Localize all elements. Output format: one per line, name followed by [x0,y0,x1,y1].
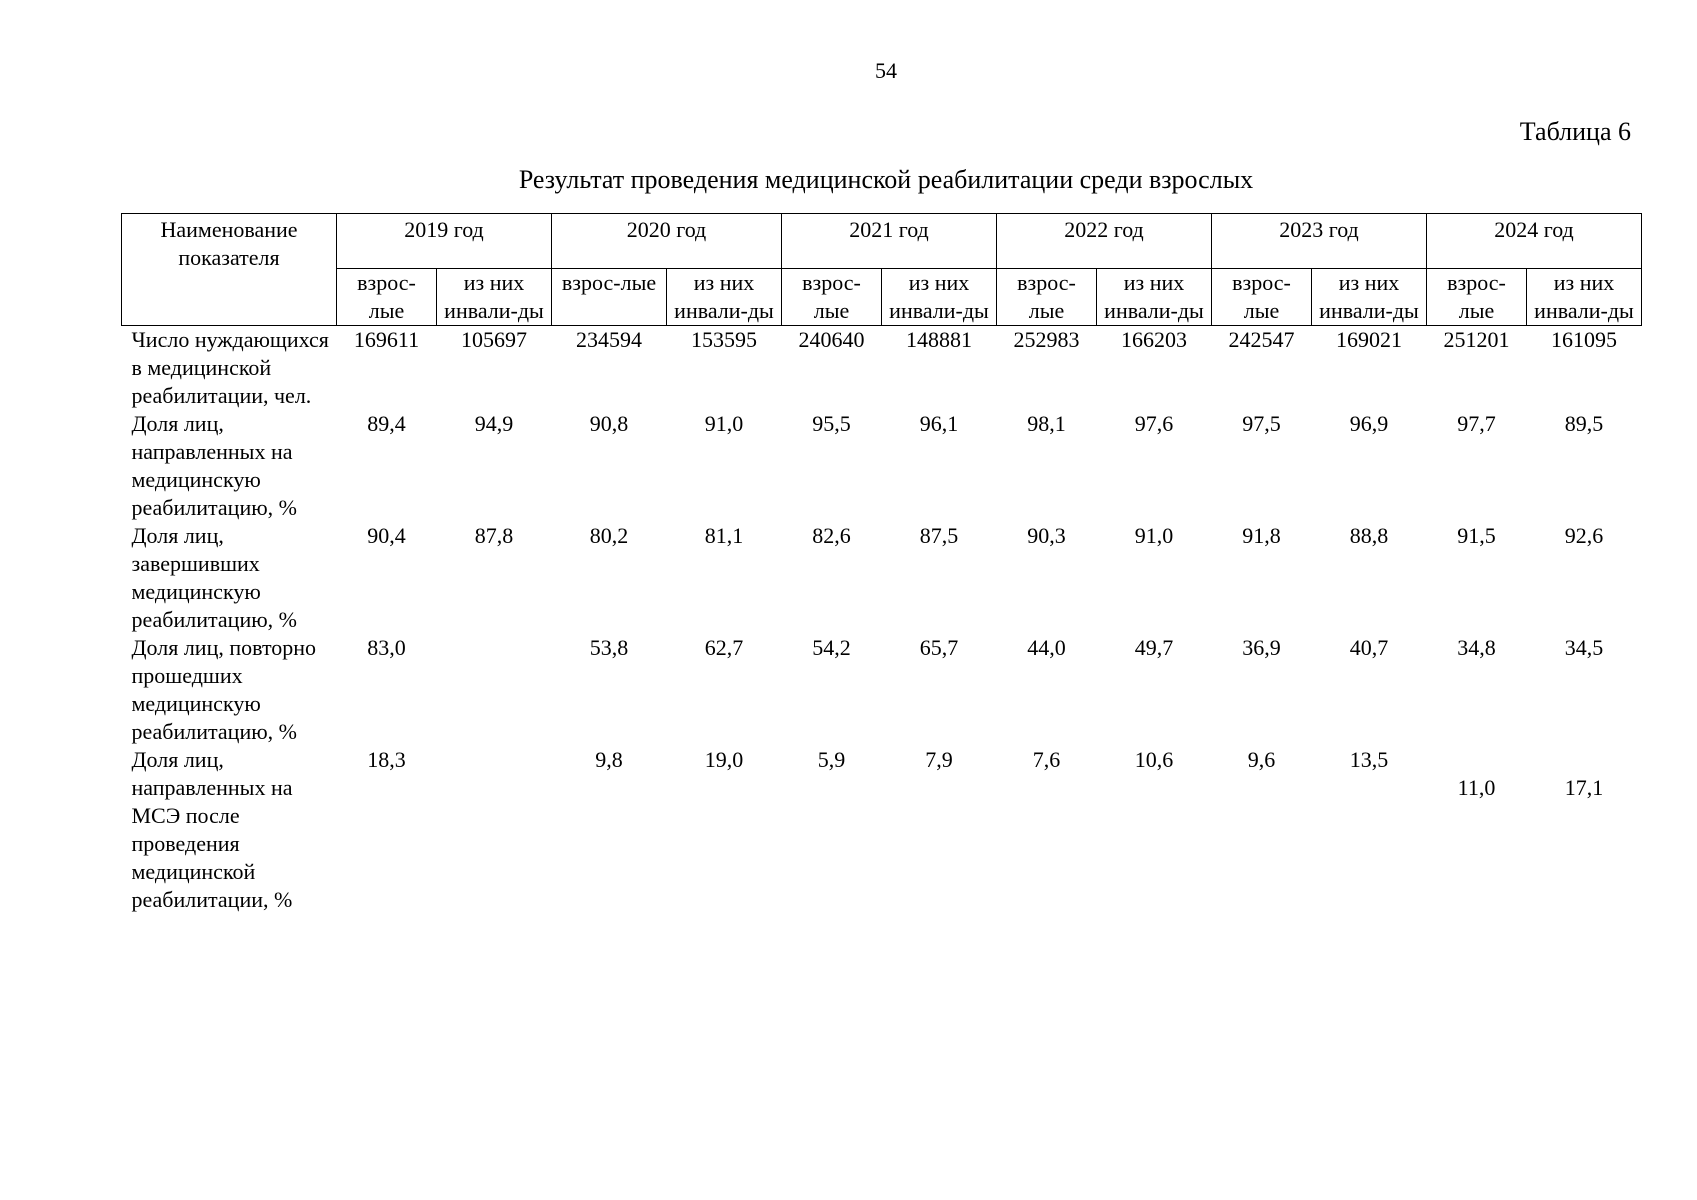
row-label: Доля лиц, направленных на МСЭ после проведения медицинской реабилитации, % [131,747,293,912]
table-cell: 62,7 [704,635,744,660]
row-label: Доля лиц, повторно прошедших медицинскую реабилитацию, % [131,635,317,744]
table-cell: 89,5 [1564,411,1604,436]
table-cell: 13,5 [1349,747,1389,772]
table-row [122,326,1642,411]
subheader-disabled: из них инвали-ды [1312,269,1427,326]
table-cell: 91,0 [1134,523,1174,548]
table-cell: 65,7 [919,635,959,660]
table-cell: 92,6 [1564,523,1604,548]
table-cell: 98,1 [1027,411,1066,436]
table-cell: 96,9 [1349,411,1389,436]
year-header: 2021 год [782,214,997,269]
table-cell [437,746,552,914]
row-label: Доля лиц, направленных на медицинскую реабилитацию, % [131,411,297,520]
year-header: 2024 год [1427,214,1642,269]
year-header: 2019 год [337,214,552,269]
table-cell: 252983 [1013,327,1080,352]
table-cell: 90,4 [367,523,406,548]
table-title: Результат проведения медицинской реабилитации среди взрослых [518,165,1254,194]
table-cell: 161095 [1551,327,1617,352]
table-cell: 95,5 [812,411,851,436]
subheader-disabled: из них инвали-ды [667,269,782,326]
table-cell [437,634,552,746]
rehabilitation-table [121,213,1642,914]
header-row-years [122,214,1642,269]
table-cell: 81,1 [704,523,744,548]
table-cell: 83,0 [367,635,406,660]
year-header: 2023 год [1212,214,1427,269]
table-cell: 169611 [353,327,420,352]
table-cell: 166203 [1121,327,1187,352]
table-cell: 49,7 [1134,635,1174,660]
page-number: 54 [875,58,897,83]
table-cell: 7,9 [925,747,953,772]
table-cell: 10,6 [1134,747,1174,772]
table-cell: 148881 [906,327,972,352]
table-cell: 153595 [691,327,757,352]
indicator-header: Наименование показателя [122,214,337,326]
row-label: Число нуждающихся в медицинской реабилитации, чел. [131,327,329,408]
subheader-adults: взрос-лые [782,269,882,326]
subheader-adults: взрос-лые [1427,269,1527,326]
table-cell: 90,8 [589,411,629,436]
subheader-adults: взрос-лые [997,269,1097,326]
table-cell: 18,3 [367,747,406,772]
subheader-adults: взрос-лые [337,269,437,326]
table-cell: 91,8 [1242,523,1281,548]
table-cell: 242547 [1228,327,1295,352]
table-cell: 7,6 [1032,747,1061,772]
table-row [122,410,1642,522]
subheader-disabled: из них инвали-ды [882,269,997,326]
table-cell: 34,8 [1457,635,1496,660]
table-cell: 90,3 [1027,523,1066,548]
table-cell: 97,6 [1134,411,1174,436]
table-cell: 82,6 [812,523,851,548]
table-cell: 36,9 [1242,635,1281,660]
table-cell: 89,4 [367,411,406,436]
year-header: 2022 год [997,214,1212,269]
year-header: 2020 год [552,214,782,269]
subheader-disabled: из них инвали-ды [437,269,552,326]
table-cell: 80,2 [589,523,629,548]
header-row-subcolumns [122,269,1642,326]
table-cell: 96,1 [919,411,959,436]
table-cell: 87,5 [919,523,959,548]
table-cell: 34,5 [1564,635,1604,660]
table-cell: 105697 [461,327,527,352]
table-cell: 9,6 [1247,747,1276,772]
table-cell: 234594 [576,327,642,352]
table-row [122,746,1642,914]
table-cell: 44,0 [1027,635,1066,660]
table-cell: 169021 [1336,327,1402,352]
table-cell: 11,0 [1457,775,1496,800]
table-cell: 251201 [1443,327,1510,352]
table-cell: 5,9 [817,747,846,772]
table-row [122,634,1642,746]
table-cell: 97,5 [1242,411,1281,436]
row-label: Доля лиц, завершивших медицинскую реабилитацию, % [131,523,297,632]
table-cell: 87,8 [474,523,514,548]
table-cell: 9,8 [595,747,623,772]
table-cell: 91,5 [1457,523,1496,548]
subheader-adults: взрос-лые [552,269,667,326]
table-cell: 91,0 [704,411,744,436]
subheader-disabled: из них инвали-ды [1527,269,1642,326]
table-cell: 240640 [798,327,865,352]
table-cell: 94,9 [474,411,514,436]
table-cell: 40,7 [1349,635,1389,660]
table-cell: 54,2 [812,635,851,660]
table-cell: 88,8 [1349,523,1389,548]
table-label: Таблица 6 [1519,117,1631,146]
table-cell: 19,0 [704,747,744,772]
table-cell: 97,7 [1457,411,1496,436]
table-cell: 53,8 [589,635,629,660]
table-cell: 17,1 [1564,775,1604,800]
table-row [122,522,1642,634]
subheader-disabled: из них инвали-ды [1097,269,1212,326]
subheader-adults: взрос-лые [1212,269,1312,326]
